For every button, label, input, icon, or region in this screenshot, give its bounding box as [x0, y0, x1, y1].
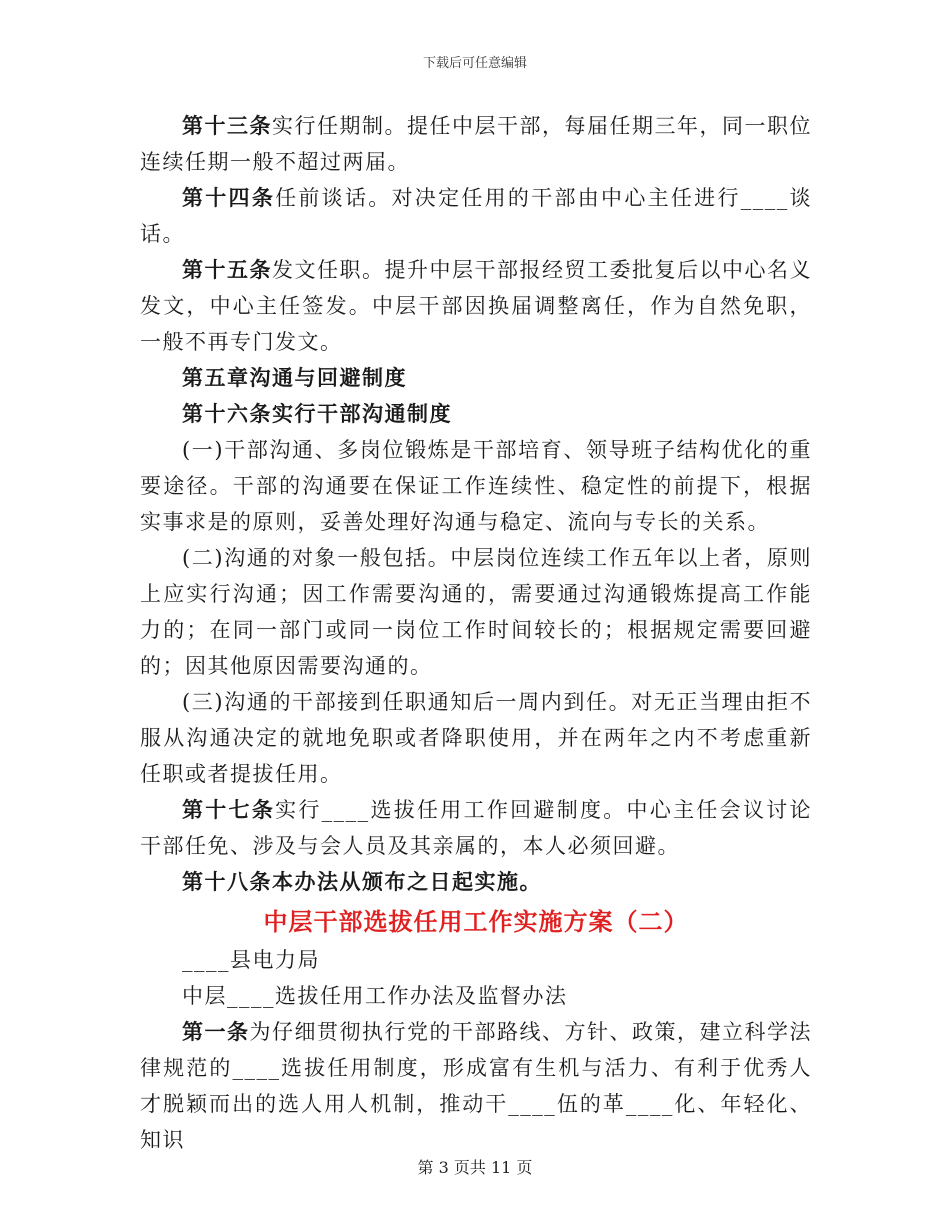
paragraph-text: (二)沟通的对象一般包括。中层岗位连续工作五年以上者，原则上应实行沟通；因工作需要沟通的，需要通过沟通锻炼提高工作能力的；在同一部门或同一岗位工作时间较长的；根据规定需要回避的；因其他原因需要沟通的。	[140, 546, 812, 678]
section-one	[140, 108, 812, 900]
section-title: 中层干部选拔任用工作实施方案（二）	[263, 907, 689, 936]
paragraph	[140, 792, 812, 864]
paragraph	[140, 978, 812, 1014]
paragraph-text: (三)沟通的干部接到任职通知后一周内到任。对无正当理由拒不服从沟通决定的就地免职或者降职使用，并在两年之内不考虑重新任职或者提拔任用。	[140, 690, 812, 786]
article-heading: 第五章沟通与回避制度	[182, 365, 407, 390]
paragraph	[140, 942, 812, 978]
article-heading: 第十八条本办法从颁布之日起实施。	[182, 869, 542, 894]
paragraph	[140, 180, 812, 252]
article-heading: 第一条	[182, 1019, 250, 1044]
article-heading: 第十七条	[182, 797, 276, 822]
paragraph-text: (一)干部沟通、多岗位锻炼是干部培育、领导班子结构优化的重要途径。干部的沟通要在保证工作连续性、稳定性的前提下，根据实事求是的原则，妥善处理好沟通与稳定、流向与专长的关系。	[140, 438, 812, 534]
page-header: 下载后可任意编辑	[422, 56, 527, 71]
paragraph	[140, 684, 812, 792]
paragraph-text: 为仔细贯彻执行党的干部路线、方针、政策，建立科学法律规范的____选拔任用制度，形成富有生机与活力、有利于优秀人才脱颖而出的选人用人机制，推动干____伍的革____化、年轻化、知识	[140, 1020, 812, 1152]
paragraph	[140, 108, 812, 180]
page-footer: 第 3 页共 11 页	[417, 1158, 533, 1177]
paragraph	[140, 396, 812, 432]
paragraph-text: 实行____选拔任用工作回避制度。中心主任会议讨论干部任免、涉及与会人员及其亲属的，本人必须回避。	[140, 798, 813, 858]
paragraph	[140, 360, 812, 396]
paragraph-text: 中层____选拔任用工作办法及监督办法	[182, 984, 568, 1008]
paragraph-text: ____县电力局	[182, 948, 320, 972]
paragraph	[140, 1014, 812, 1158]
paragraph	[140, 252, 812, 360]
paragraph	[140, 432, 812, 540]
paragraph	[140, 540, 812, 684]
paragraph-text: 任前谈话。对决定任用的干部由中心主任进行____谈话。	[140, 186, 813, 246]
section-two	[140, 942, 812, 1158]
document-body	[140, 108, 812, 1158]
paragraph-text: 发文任职。提升中层干部报经贸工委批复后以中心名义发文，中心主任签发。中层干部因换届调整离任，作为自然免职，一般不再专门发文。	[140, 258, 812, 354]
article-heading: 第十六条实行干部沟通制度	[182, 401, 452, 426]
article-heading: 第十四条	[182, 185, 276, 210]
article-heading: 第十五条	[182, 257, 272, 282]
paragraph-text: 实行任期制。提任中层干部，每届任期三年，同一职位连续任期一般不超过两届。	[140, 114, 812, 174]
article-heading: 第十三条	[182, 113, 272, 138]
paragraph	[140, 864, 812, 900]
